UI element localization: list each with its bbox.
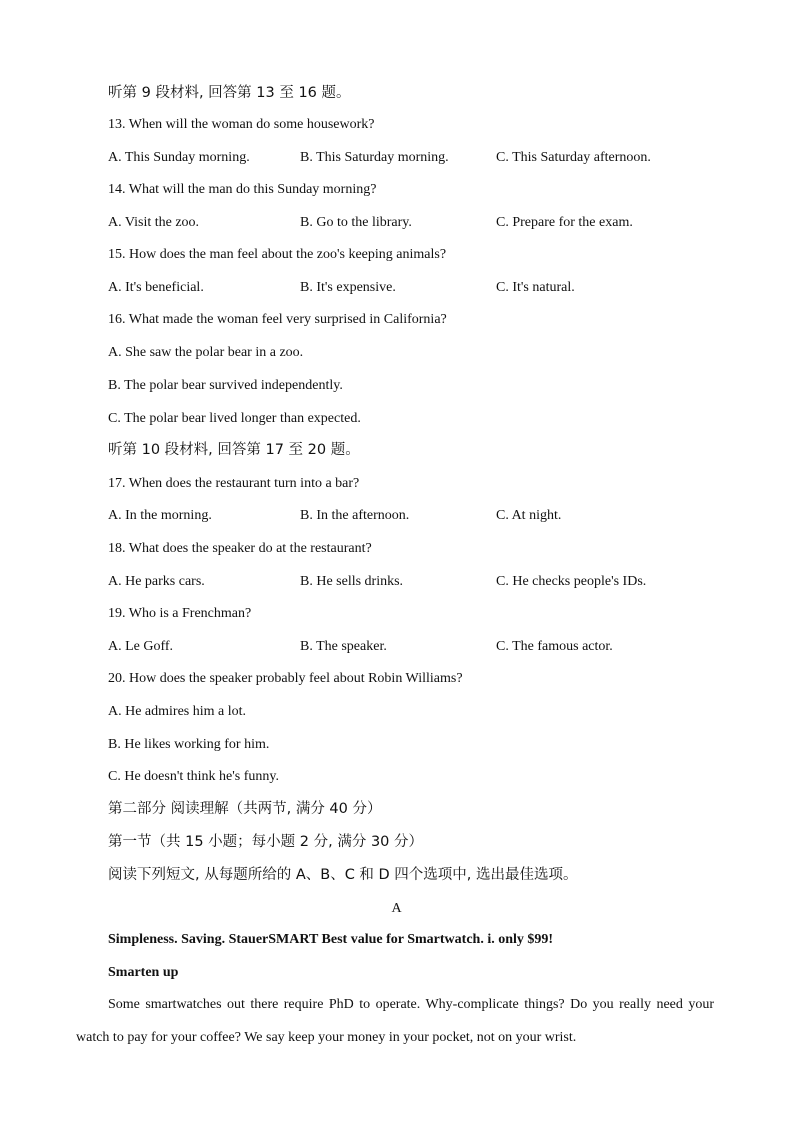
option-b: B. In the afternoon. [300, 508, 410, 523]
section-9-header: 听第 9 段材料, 回答第 13 至 16 题。 [108, 85, 351, 101]
option-a: A. Visit the zoo. [108, 215, 200, 230]
reading-instructions: 阅读下列短文, 从每题所给的 A、B、C 和 D 四个选项中, 选出最佳选项。 [108, 867, 578, 883]
question-16-option-a: A. She saw the polar bear in a zoo. [108, 345, 304, 360]
option-c: C. This Saturday afternoon. [496, 150, 651, 165]
question-18-options [108, 573, 708, 591]
option-c: C. The famous actor. [496, 639, 613, 654]
option-b: B. Go to the library. [300, 215, 412, 230]
question-16-option-b: B. The polar bear survived independently. [108, 378, 343, 393]
question-20-option-a: A. He admires him a lot. [108, 704, 247, 719]
body-paragraph: Some smartwatches out there require PhD to operate. Why-complicate things? Do you really need your watch to pay for your coffee? We say keep your money in your pocket, not on your wrist. [76, 997, 714, 1045]
option-b: B. This Saturday morning. [300, 150, 449, 165]
question-13-stem: 13. When will the woman do some housework? [108, 117, 375, 132]
option-a: A. He parks cars. [108, 574, 205, 589]
question-14-options [108, 214, 708, 232]
subheading: Smarten up [108, 965, 179, 980]
question-16-option-c: C. The polar bear lived longer than expected. [108, 411, 361, 426]
option-c: C. Prepare for the exam. [496, 215, 633, 230]
question-20-option-b: B. He likes working for him. [108, 737, 270, 752]
question-20-stem: 20. How does the speaker probably feel about Robin Williams? [108, 671, 463, 686]
ad-headline: Simpleness. Saving. StauerSMART Best value for Smartwatch. i. only $99! [108, 932, 554, 947]
question-19-stem: 19. Who is a Frenchman? [108, 606, 252, 621]
option-c: C. It's natural. [496, 280, 575, 295]
part-2-header: 第二部分 阅读理解（共两节, 满分 40 分） [108, 801, 382, 817]
question-18-stem: 18. What does the speaker do at the restaurant? [108, 541, 372, 556]
passage-label: A [391, 901, 402, 916]
option-a: A. This Sunday morning. [108, 150, 250, 165]
question-17-options [108, 507, 708, 525]
question-19-options [108, 638, 708, 656]
option-c: C. He checks people's IDs. [496, 574, 647, 589]
option-b: B. The speaker. [300, 639, 387, 654]
option-a: A. It's beneficial. [108, 280, 204, 295]
option-b: B. It's expensive. [300, 280, 396, 295]
section-10-header: 听第 10 段材料, 回答第 17 至 20 题。 [108, 442, 360, 458]
question-15-stem: 15. How does the man feel about the zoo's keeping animals? [108, 247, 447, 262]
question-17-stem: 17. When does the restaurant turn into a bar? [108, 476, 360, 491]
question-14-stem: 14. What will the man do this Sunday morning? [108, 182, 377, 197]
section-1-header: 第一节（共 15 小题；每小题 2 分, 满分 30 分） [108, 834, 423, 850]
option-a: A. Le Goff. [108, 639, 174, 654]
question-16-stem: 16. What made the woman feel very surprised in California? [108, 312, 447, 327]
option-b: B. He sells drinks. [300, 574, 404, 589]
question-15-options [108, 279, 708, 297]
question-13-options [108, 149, 708, 167]
option-a: A. In the morning. [108, 508, 212, 523]
question-20-option-c: C. He doesn't think he's funny. [108, 769, 279, 784]
option-c: C. At night. [496, 508, 562, 523]
